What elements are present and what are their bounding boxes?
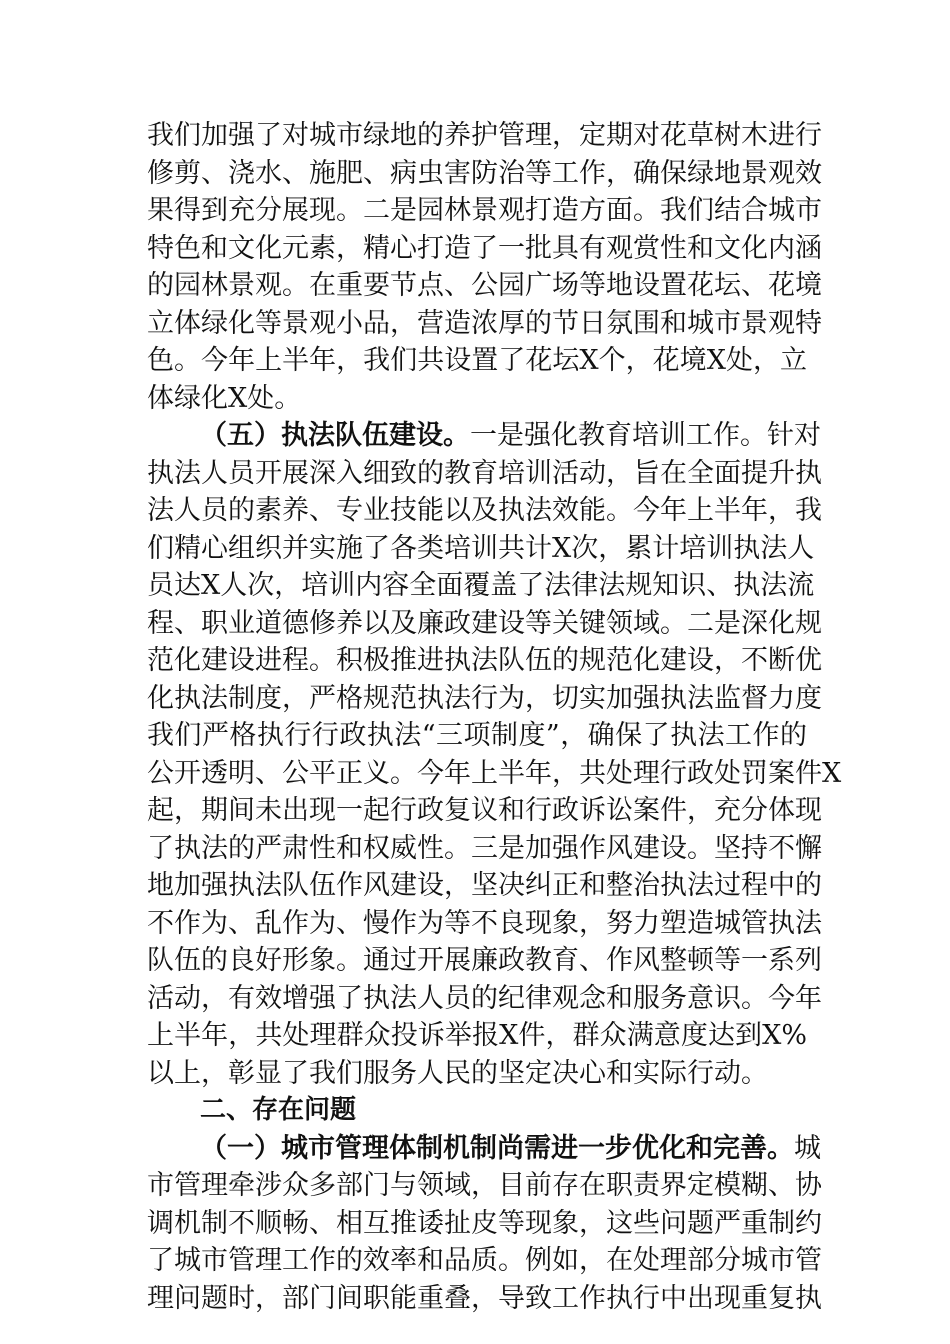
text-line: 执法人员开展深入细致的教育培训活动，旨在全面提升执 [147,457,822,489]
text-line: 特色和文化元素，精心打造了一批具有观赏性和文化内涵 [147,232,822,264]
text-run: 城 [794,1132,821,1164]
document-body [147,117,842,1317]
paragraph-law-enforcement-team [147,417,842,1092]
text-line: 了执法的严肃性和权威性。三是加强作风建设。坚持不懈 [147,832,822,864]
text-line: 上半年，共处理群众投诉举报X件，群众满意度达到X% [147,1020,807,1051]
text-line: 色。今年上半年，我们共设置了花坛X个，花境X处，立 [147,345,807,376]
text-line: 果得到充分展现。二是园林景观打造方面。我们结合城市 [147,195,822,226]
paragraph-management-mechanism [147,1130,822,1318]
text-line: 体绿化X处。 [147,382,302,414]
text-line: 们精心组织并实施了各类培训共计X次，累计培训执法人 [147,532,815,564]
text-line: 我们加强了对城市绿地的养护管理，定期对花草树木进行 [147,120,822,151]
text-line: 程、职业道德修养以及廉政建设等关键领域。二是深化规 [147,607,822,639]
text-line: 以上，彰显了我们服务人民的坚定决心和实际行动。 [147,1057,768,1089]
paragraph-first-line [147,417,821,455]
text-line: 的园林景观。在重要节点、公园广场等地设置花坛、花境 [147,270,822,301]
text-line: 员达X人次，培训内容全面覆盖了法律法规知识、执法流 [147,570,815,601]
text-line: 理问题时，部门间职能重叠，导致工作执行中出现重复执 [147,1282,822,1314]
text-line: 市管理牵涉众多部门与领域，目前存在职责界定模糊、协 [147,1170,822,1201]
subsection-heading: （一）城市管理体制机制尚需进一步优化和完善。 [200,1132,794,1164]
text-line: 队伍的良好形象。通过开展廉政教育、作风整顿等一系列 [147,945,822,976]
text-line: 调机制不顺畅、相互推诿扯皮等现象，这些问题严重制约 [147,1207,822,1239]
paragraph-first-line [147,1130,821,1168]
text-line: 活动，有效增强了执法人员的纪律观念和服务意识。今年 [147,982,822,1014]
text-line: 我们严格执行行政执法“三项制度”，确保了执法工作的 [147,720,807,751]
text-line: 公开透明、公平正义。今年上半年，共处理行政处罚案件X [147,757,842,789]
paragraph-greening-maintenance [147,117,822,417]
text-line: 法人员的素养、专业技能以及执法效能。今年上半年，我 [147,495,822,526]
text-line: 修剪、浇水、施肥、病虫害防治等工作，确保绿地景观效 [147,157,822,189]
text-line: 范化建设进程。积极推进执法队伍的规范化建设，不断优 [147,645,822,676]
subsection-heading: （五）执法队伍建设。 [200,420,470,451]
section-problems [147,1092,807,1130]
text-line: 不作为、乱作为、慢作为等不良现象，努力塑造城管执法 [147,907,822,939]
text-line: 了城市管理工作的效率和品质。例如，在处理部分城市管 [147,1245,822,1276]
text-line: 立体绿化等景观小品，营造浓厚的节日氛围和城市景观特 [147,307,822,339]
text-run: 一是强化教育培训工作。针对 [470,420,821,451]
text-line: 化执法制度，严格规范执法行为，切实加强执法监督力度 [147,682,822,714]
text-line: 地加强执法队伍作风建设，坚决纠正和整治执法过程中的 [147,870,822,901]
text-line: 起，期间未出现一起行政复议和行政诉讼案件，充分体现 [147,795,822,826]
section-heading: 二、存在问题 [200,1095,357,1125]
